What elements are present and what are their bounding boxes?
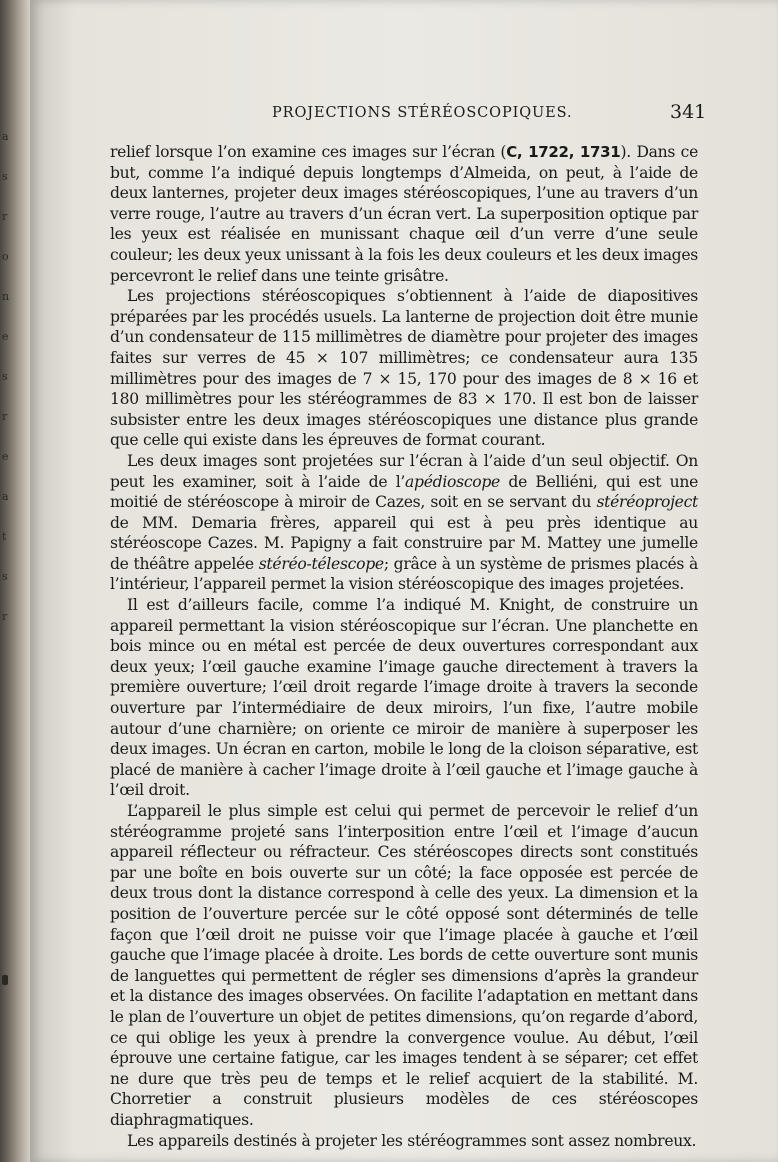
paragraph-1-text-start: relief lorsque l’on examine ces images sur l’écran ( — [110, 143, 507, 161]
term-apedioscope: apédioscope — [405, 472, 500, 491]
spine-text-fragment: r — [2, 610, 8, 623]
spine-text-fragment: s — [2, 170, 8, 183]
spine-text-fragment: e — [2, 330, 9, 343]
paragraph-4: Il est d’ailleurs facile, comme l’a indiqué M. Knight, de construire un appareil permettant la vision stéréoscopique sur l’écran. Une planchette en bois mince ou en métal est percée de deux ouvertures correspondant aux deux yeux; l’œil gauche examine l’image gauche directement à travers la première ouverture; l’œil droit regarde l’image droite à travers la seconde ouverture par l’intermédiaire de deux miroirs, l’un fixe, l’autre mobile autour d’une charnière; on oriente ce miroir de manière à superposer les deux images. Un écran en carton, mobile le long de la cloison séparative, est placé de manière à cacher l’image droite à l’œil gauche et l’image gauche à l’œil droit. — [110, 596, 698, 800]
paragraph-1 — [110, 142, 698, 286]
paragraph-6: Les appareils destinés à projeter les stéréogrammes sont assez nombreux. — [127, 1131, 697, 1150]
term-stereo-telescope: stéréo-télescope — [258, 554, 384, 573]
paragraph-3-text-b: de Belliéni, qui est une moitié de stéréoscope à miroir de Cazes, soit en se servant du — [110, 472, 698, 512]
spine-text-fragment: e — [2, 450, 9, 463]
book-spine — [0, 0, 30, 1162]
spine-text-fragment: a — [2, 130, 9, 143]
paragraph-2: Les projections stéréoscopiques s’obtiennent à l’aide de diapositives préparées par les procédés usuels. La lanterne de projection doit être munie d’un condensateur de 115 millimètres de diamètre pour projeter des images faites sur verres de 45 × 107 millimètres; ce condensateur aura 135 millimètres pour des images de 7 × 15, 170 pour des images de 8 × 16 et 180 millimètres pour les stéréogrammes de 83 × 170. Il est bon de laisser subsister entre les deux images stéréoscopiques une distance plus grande que celle qui existe dans les épreuves de format courant. — [110, 287, 698, 450]
page-number: 341 — [670, 101, 707, 123]
spine-text-fragment: o — [2, 250, 9, 263]
paragraph-1-text-end: ). Dans ce but, comme l’a indiqué depuis longtemps d’Almeida, on peut, à l’aide de deux lanternes, projeter deux images stéréoscopiques, l’une au travers d’un verre rouge, l’autre au travers d’un écran vert. La superposition optique par les yeux est réalisée en munissant chaque œil d’un verre d’une seule couleur; les deux yeux unissant à la fois les deux couleurs et les deux images percevront le relief dans une teinte grisâtre. — [110, 143, 698, 285]
paragraph-5: L’appareil le plus simple est celui qui permet de percevoir le relief d’un stéréogramme projeté sans l’interposition entre l’œil et l’image d’aucun appareil réflecteur ou réfracteur. Ces stéréoscopes directs sont constitués par une boîte en bois ouverte sur un côté; la face opposée est percée de deux trous dont la distance correspond à celle des yeux. La dimension et la position de l’ouverture percée sur le côté opposé sont déterminés de telle façon que l’œil droit ne puisse voir que l’image placée à gauche et l’œil gauche que l’image placée à droite. Les bords de cette ouverture sont munis de languettes qui permettent de régler ses dimensions d’après la grandeur et la distance des images observées. On facilite l’adaptation en mettant dans le plan de l’ouverture un objet de petites dimensions, qu’on regarde d’abord, ce qui oblige les yeux à prendre la convergence voulue. Au début, l’œil éprouve une certaine fatigue, car les images tendent à se séparer; cet effet ne dure que très peu de temps et le relief acquiert de la stabilité. M. Chorretier a construit plusieurs modèles de ces stéréoscopes diaphragmatiques. — [110, 802, 698, 1129]
spine-text-fragment: t — [2, 530, 7, 543]
paragraph-3-text-c: de MM. Demaria frères, appareil qui est à peu près identique au stéréoscope Cazes. M. Papigny a fait construire par M. Mattey une jumelle de théâtre appelée — [110, 513, 698, 573]
paragraph-3-text-a: Les deux images sont projetées sur l’écran à l’aide d’un seul objectif. On peut les examiner, soit à l’aide de l’ — [110, 451, 698, 491]
binding-mark — [2, 975, 8, 985]
spine-text-fragment: r — [2, 210, 8, 223]
spine-text-fragment: r — [2, 410, 8, 423]
paragraph-3-text-d: ; grâce à un système de prismes placés à l’intérieur, l’appareil permet la vision stéréoscopique des images projetées. — [110, 554, 698, 594]
spine-text-fragment: s — [2, 570, 8, 583]
book-page — [30, 0, 778, 1162]
spine-text-fragment: s — [2, 370, 8, 383]
running-title: PROJECTIONS STÉRÉOSCOPIQUES. — [272, 105, 573, 121]
page-body — [110, 142, 698, 1151]
spine-text-fragment: a — [2, 490, 9, 503]
paragraph-3 — [110, 451, 698, 595]
reference-citation: C, 1722, 1731 — [506, 143, 621, 161]
spine-text-fragment: n — [2, 290, 10, 303]
term-stereoproject: stéréoproject — [596, 493, 698, 512]
